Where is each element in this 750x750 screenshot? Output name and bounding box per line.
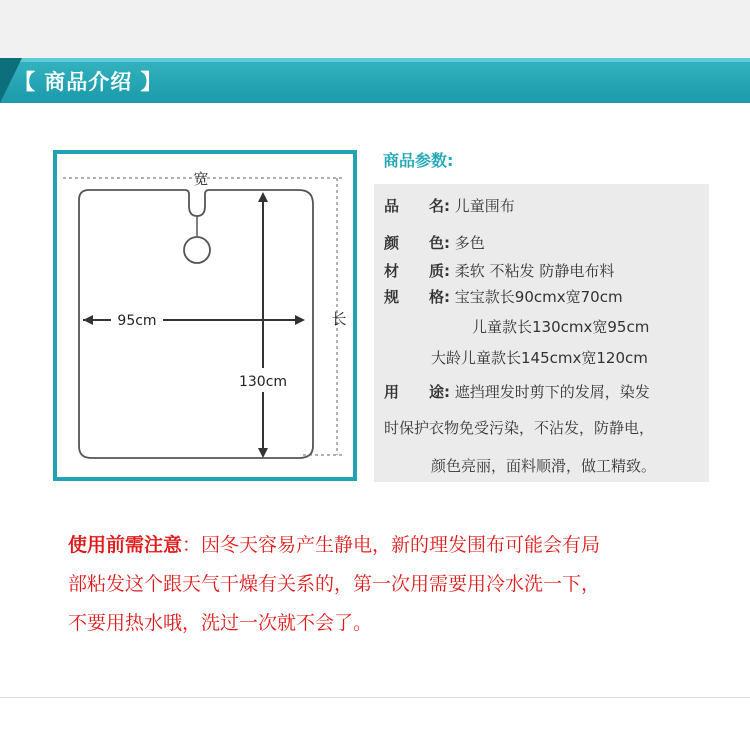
cape-outline [79, 190, 313, 458]
param-key: 用 途: [384, 383, 450, 401]
param-value: 多色 [454, 234, 485, 252]
param-value: 宝宝款长90cmx宽70cm [454, 288, 623, 306]
notice-line-3: 不要用热水哦，洗过一次就不会了。 [68, 612, 373, 634]
param-value: 柔软 不粘发 防静电布料 [454, 262, 615, 280]
length-label: 长 [331, 310, 347, 328]
param-row-spec [384, 286, 623, 307]
param-value: 儿童款长130cmx宽95cm [472, 318, 650, 336]
product-diagram [53, 150, 357, 481]
param-value: 颜色亮丽，面料顺滑，做工精致。 [431, 457, 657, 475]
param-row-usage-2 [384, 417, 654, 438]
param-key: 材 质: [384, 262, 450, 280]
param-key: 品 名: [384, 197, 450, 215]
param-value: 遮挡理发时剪下的发屑，染发 [454, 383, 650, 401]
param-row-usage-3 [431, 455, 656, 476]
notice-label: 使用前需注意 [68, 534, 183, 556]
notice-line-2: 部粘发这个跟天气干燥有关系的，第一次用需要用冷水洗一下， [68, 573, 601, 595]
width-label: 宽 [193, 170, 209, 188]
param-key: 颜 色: [384, 234, 450, 252]
width-value: 95cm [117, 313, 157, 329]
param-value: 大龄儿童款长145cmx宽120cm [431, 349, 648, 367]
params-panel [374, 184, 709, 482]
param-row-color [384, 232, 485, 253]
section-header [0, 58, 750, 103]
param-value: 儿童围布 [454, 197, 515, 215]
param-row-name [384, 195, 515, 216]
param-row-usage [384, 381, 650, 402]
params-title: 商品参数: [383, 151, 454, 170]
bottom-divider [0, 697, 750, 698]
length-value: 130cm [238, 374, 288, 390]
param-row-spec-3 [431, 347, 648, 368]
param-row-spec-2 [472, 316, 649, 337]
param-key: 规 格: [384, 288, 450, 306]
section-title: 【 商品介绍 】 [14, 70, 163, 94]
param-value: 时保护衣物免受污染，不沾发，防静电， [384, 419, 655, 437]
neck-hole [184, 237, 210, 263]
top-strip [0, 0, 750, 58]
param-row-material [384, 260, 614, 281]
notice-text-1: ：因冬天容易产生静电，新的理发围布可能会有局 [182, 534, 601, 556]
header-shine [0, 58, 750, 62]
notice-line-1 [68, 530, 600, 557]
